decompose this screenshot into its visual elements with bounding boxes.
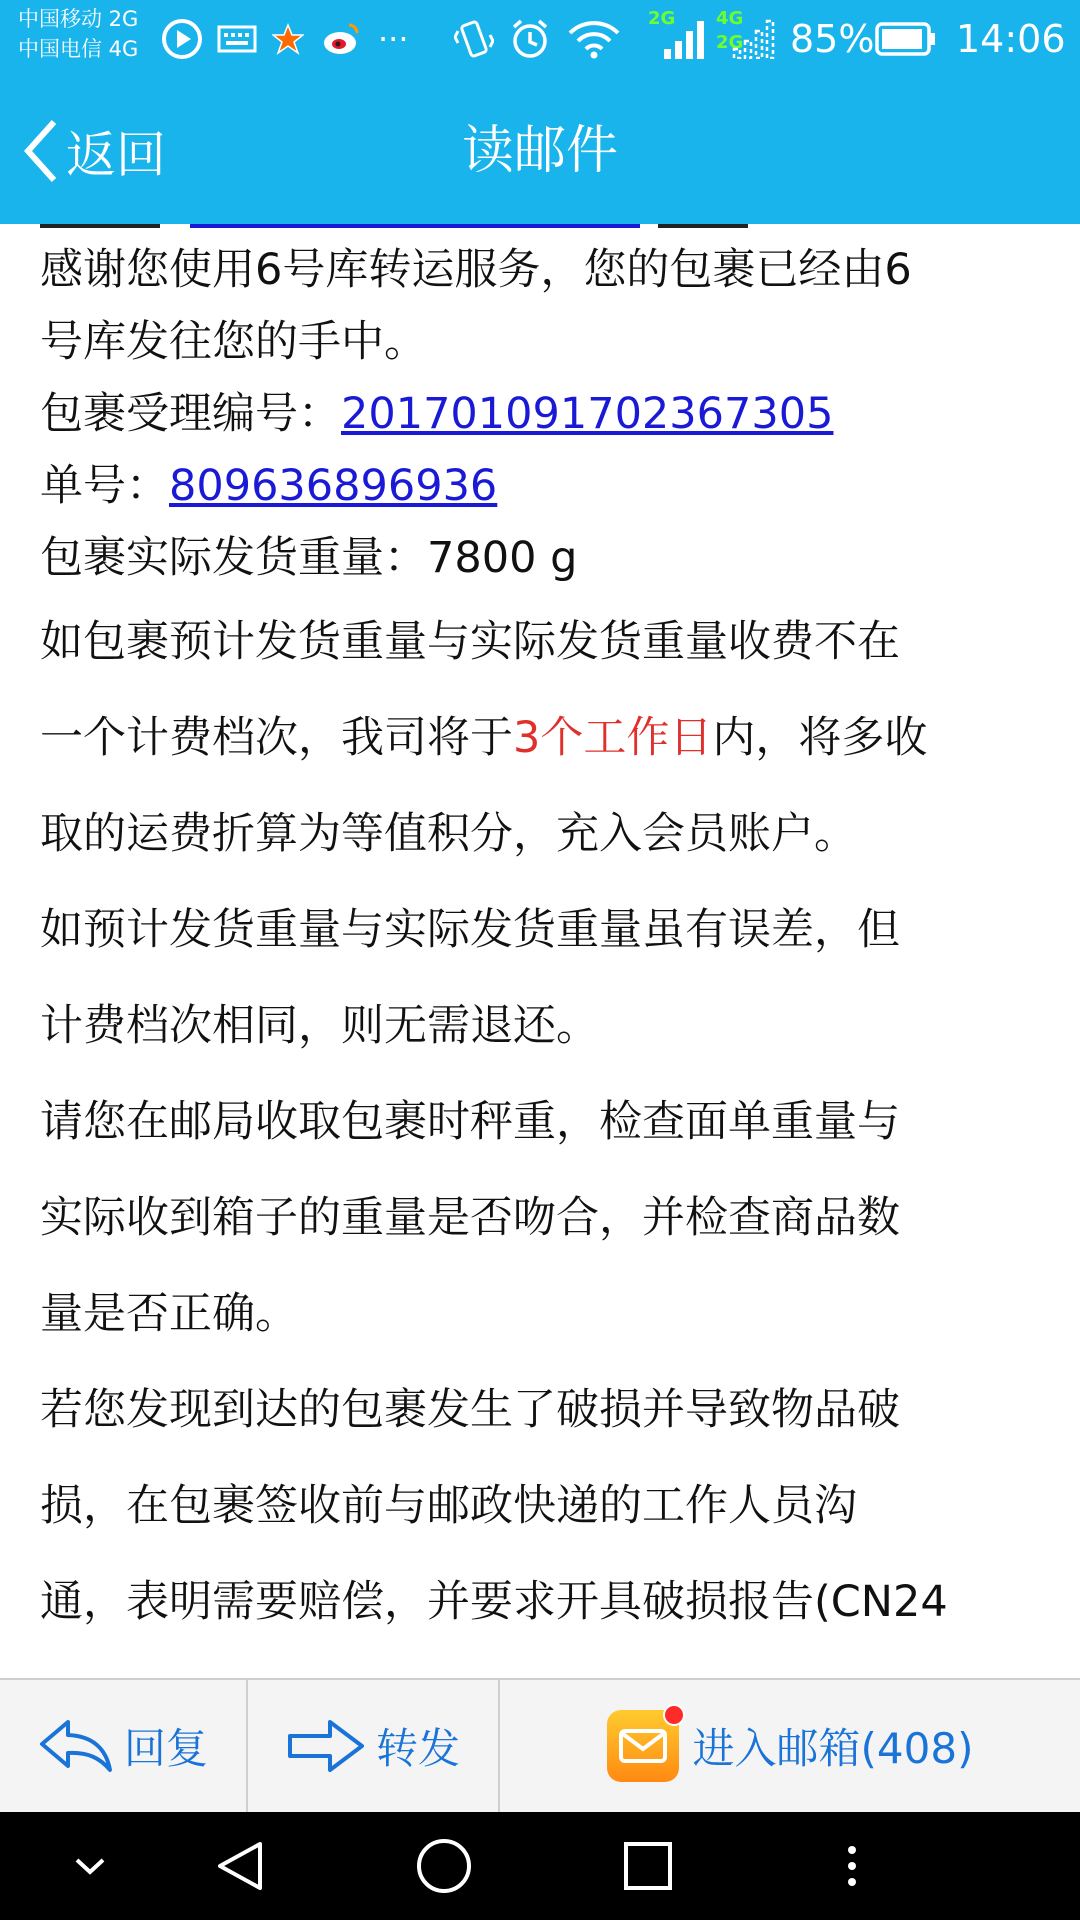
weight-label: 包裹实际发货重量： — [40, 533, 427, 583]
weight-row — [40, 522, 1050, 594]
tracking-number-link[interactable]: 20170109170236730​5 — [341, 389, 834, 439]
email-line: 感谢您使用6号库转运服务，您的包裹已经由6 — [40, 245, 912, 295]
unread-dot — [663, 1704, 685, 1726]
enter-inbox-button[interactable] — [500, 1680, 1080, 1812]
email-line — [40, 690, 1050, 786]
signal-icon — [660, 14, 710, 64]
text-span: 内，将多收 — [712, 713, 928, 763]
email-line: 若您发现到达的包裹发生了破损并导致物品破 — [40, 1385, 900, 1435]
forward-arrow-icon — [286, 1716, 366, 1776]
sim1-network-label: 2G — [648, 8, 676, 29]
hide-keyboard-chevron-icon[interactable] — [40, 1812, 140, 1920]
wifi-icon — [564, 14, 624, 64]
carrier-1: 中国移动 2G — [18, 7, 139, 31]
back-label: 返回 — [66, 126, 166, 184]
email-line: 损，在包裹签收前与邮政快递的工作人员沟 — [40, 1481, 857, 1531]
order-number-link[interactable]: 809636896936 — [169, 461, 498, 511]
battery-icon — [874, 14, 938, 64]
tracking-label: 包裹受理编号： — [40, 389, 341, 439]
email-body[interactable] — [0, 224, 1080, 1678]
menu-dots-icon[interactable] — [802, 1812, 902, 1920]
play-circle-icon — [158, 14, 206, 64]
reply-label: 回复 — [123, 1724, 208, 1773]
reply-arrow-icon — [38, 1718, 114, 1774]
action-bar — [0, 1678, 1080, 1812]
keyboard-icon — [210, 14, 264, 64]
email-line: 如预计发货重量与实际发货重量虽有误差，但 — [40, 905, 900, 955]
page-title: 读邮件 — [461, 121, 618, 181]
home-circle-icon[interactable] — [394, 1812, 494, 1920]
forward-button[interactable] — [248, 1680, 498, 1812]
vibrate-icon — [452, 14, 496, 64]
text-span: 一个计费档次，我司将于 — [40, 713, 513, 763]
email-line: 如包裹预计发货重量与实际发货重量收费不在 — [40, 617, 900, 667]
carrier-2: 中国电信 4G — [18, 37, 139, 61]
battery-percent: 85% — [790, 17, 875, 61]
sim2-network-bottom: 2G — [716, 32, 744, 53]
email-line: 计费档次相同，则无需退还。 — [40, 1001, 599, 1051]
more-dots-icon: ··· — [378, 20, 409, 58]
highlight-text: 3个工作日 — [513, 713, 713, 763]
mail-icon — [607, 1710, 679, 1782]
email-line: 号库发往您的手中。 — [40, 317, 427, 367]
email-line: 取的运费折算为等值积分，充入会员账户。 — [40, 809, 857, 859]
clock: 14:06 — [956, 17, 1066, 61]
carrier-info — [18, 4, 138, 64]
reply-button[interactable] — [0, 1680, 246, 1812]
sim2-network-top: 4G — [716, 8, 744, 29]
signal-2-icon — [730, 14, 780, 64]
status-bar — [0, 0, 1080, 78]
alarm-icon — [506, 14, 554, 64]
recents-square-icon[interactable] — [598, 1812, 698, 1920]
order-row — [40, 450, 1050, 522]
back-triangle-icon[interactable] — [190, 1812, 290, 1920]
email-line: 量是否正确。 — [40, 1289, 298, 1339]
weight-value: 7800 g — [427, 533, 578, 583]
star-icon — [268, 14, 308, 64]
email-line: 请您在邮局收取包裹时秤重，检查面单重量与 — [40, 1097, 900, 1147]
weibo-icon — [318, 14, 364, 64]
inbox-label: 进入邮箱(408) — [692, 1724, 974, 1773]
email-line: 实际收到箱子的重量是否吻合，并检查商品数 — [40, 1193, 900, 1243]
forward-label: 转发 — [375, 1724, 460, 1773]
tracking-row — [40, 378, 1050, 450]
clipped-previous-line — [40, 224, 1050, 234]
title-bar — [0, 78, 1080, 224]
email-line: 通，表明需要赔偿，并要求开具破损报告(CN24 — [40, 1577, 948, 1627]
order-label: 单号： — [40, 461, 169, 511]
navigation-bar — [0, 1812, 1080, 1920]
